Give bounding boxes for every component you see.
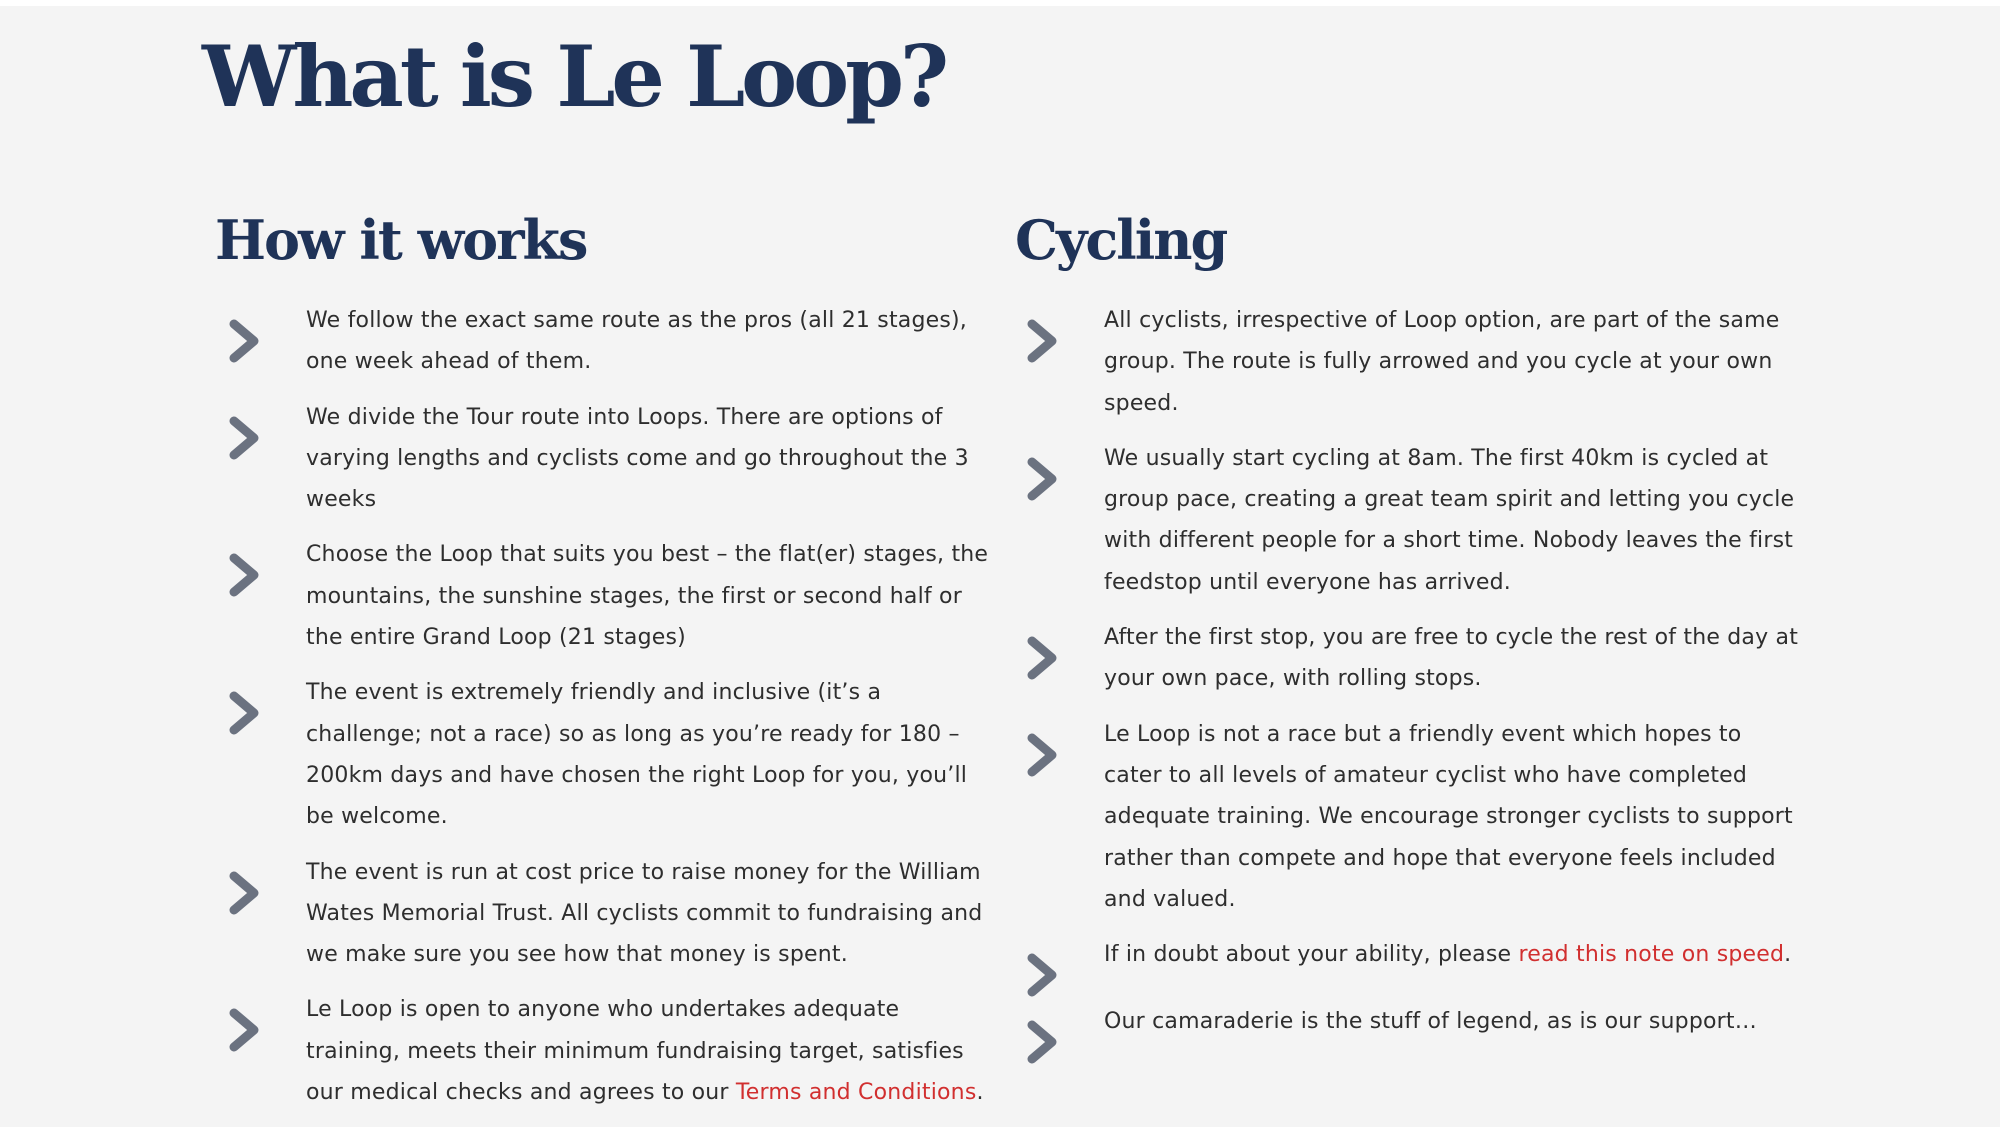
- cycling-heading: Cycling: [1015, 208, 1227, 272]
- list-item: [1013, 300, 1799, 424]
- list-item: [1013, 438, 1799, 603]
- list-item-text: We divide the Tour route into Loops. There are options of varying lengths and cyclists come and go throughout the 3 weeks: [306, 404, 969, 513]
- list-item: [1013, 934, 1799, 975]
- cycling-section: [1013, 200, 1799, 1057]
- list-item: [215, 852, 996, 976]
- list-item: [1013, 617, 1799, 700]
- chevron-right-icon: [229, 552, 263, 598]
- chevron-right-icon: [229, 690, 263, 736]
- list-item-text: We usually start cycling at 8am. The first 40km is cycled at group pace, creating a great team spirit and letting you cycle with different people for a short time. Nobody leaves the first feedstop until everyone has arrived.: [1104, 445, 1795, 595]
- list-item-text: The event is extremely friendly and inclusive (it’s a challenge; not a race) so as long as you’re ready for 180 – 200km days and have chosen the right Loop for you, you’ll be welcome.: [306, 680, 968, 830]
- list-item: [215, 300, 996, 383]
- chevron-right-icon: [1027, 635, 1061, 681]
- terms-and-conditions-link[interactable]: Terms and Conditions: [735, 1080, 977, 1106]
- page-title: What is Le Loop?: [202, 27, 946, 126]
- chevron-right-icon: [1027, 318, 1061, 364]
- list-item-text-end: .: [976, 1080, 984, 1106]
- list-item-text: Le Loop is open to anyone who undertakes adequate training, meets their minimum fundraising target, satisfies our medical checks and agrees to our: [306, 997, 964, 1106]
- list-item: [215, 672, 996, 837]
- chevron-right-icon: [229, 318, 263, 364]
- how-it-works-list: [215, 300, 995, 1113]
- list-item: [1013, 1001, 1799, 1042]
- list-item: [215, 989, 996, 1113]
- list-item: [215, 534, 996, 658]
- chevron-right-icon: [229, 870, 263, 916]
- list-item-text: If in doubt about your ability, please: [1104, 942, 1519, 968]
- top-strip: [0, 0, 2000, 6]
- list-item-text: All cyclists, irrespective of Loop option, are part of the same group. The route is fully arrowed and you cycle at your own speed.: [1104, 308, 1780, 416]
- speed-note-link[interactable]: read this note on speed: [1518, 942, 1785, 968]
- chevron-right-icon: [229, 1007, 263, 1053]
- how-it-works-heading: How it works: [215, 208, 587, 272]
- list-item-text: Choose the Loop that suits you best – the flat(er) stages, the mountains, the sunshine stages, the first or second half or the entire Grand Loop (21 stages): [306, 542, 989, 651]
- cycling-list: [1013, 300, 1799, 1043]
- chevron-right-icon: [229, 415, 263, 461]
- chevron-right-icon: [1027, 1019, 1061, 1065]
- chevron-right-icon: [1027, 952, 1061, 998]
- list-item: [215, 397, 996, 521]
- list-item: [1013, 714, 1799, 920]
- list-item-text: We follow the exact same route as the pros (all 21 stages), one week ahead of them.: [306, 308, 968, 375]
- list-item-text: After the first stop, you are free to cycle the rest of the day at your own pace, with rolling stops.: [1104, 625, 1799, 692]
- chevron-right-icon: [1027, 456, 1061, 502]
- list-item-text: The event is run at cost price to raise money for the William Wates Memorial Trust. All cyclists commit to fundraising and we make sure you see how that money is spent.: [306, 859, 983, 968]
- chevron-right-icon: [1027, 732, 1061, 778]
- how-it-works-section: [215, 200, 995, 1127]
- list-item-text-end: .: [1784, 942, 1792, 968]
- list-item-text: Our camaraderie is the stuff of legend, as is our support…: [1104, 1009, 1757, 1035]
- list-item-text: Le Loop is not a race but a friendly event which hopes to cater to all levels of amateur cyclist who have completed adequate training. We encourage stronger cyclists to support rather than compete and hope that everyone feels included and valued.: [1104, 721, 1793, 912]
